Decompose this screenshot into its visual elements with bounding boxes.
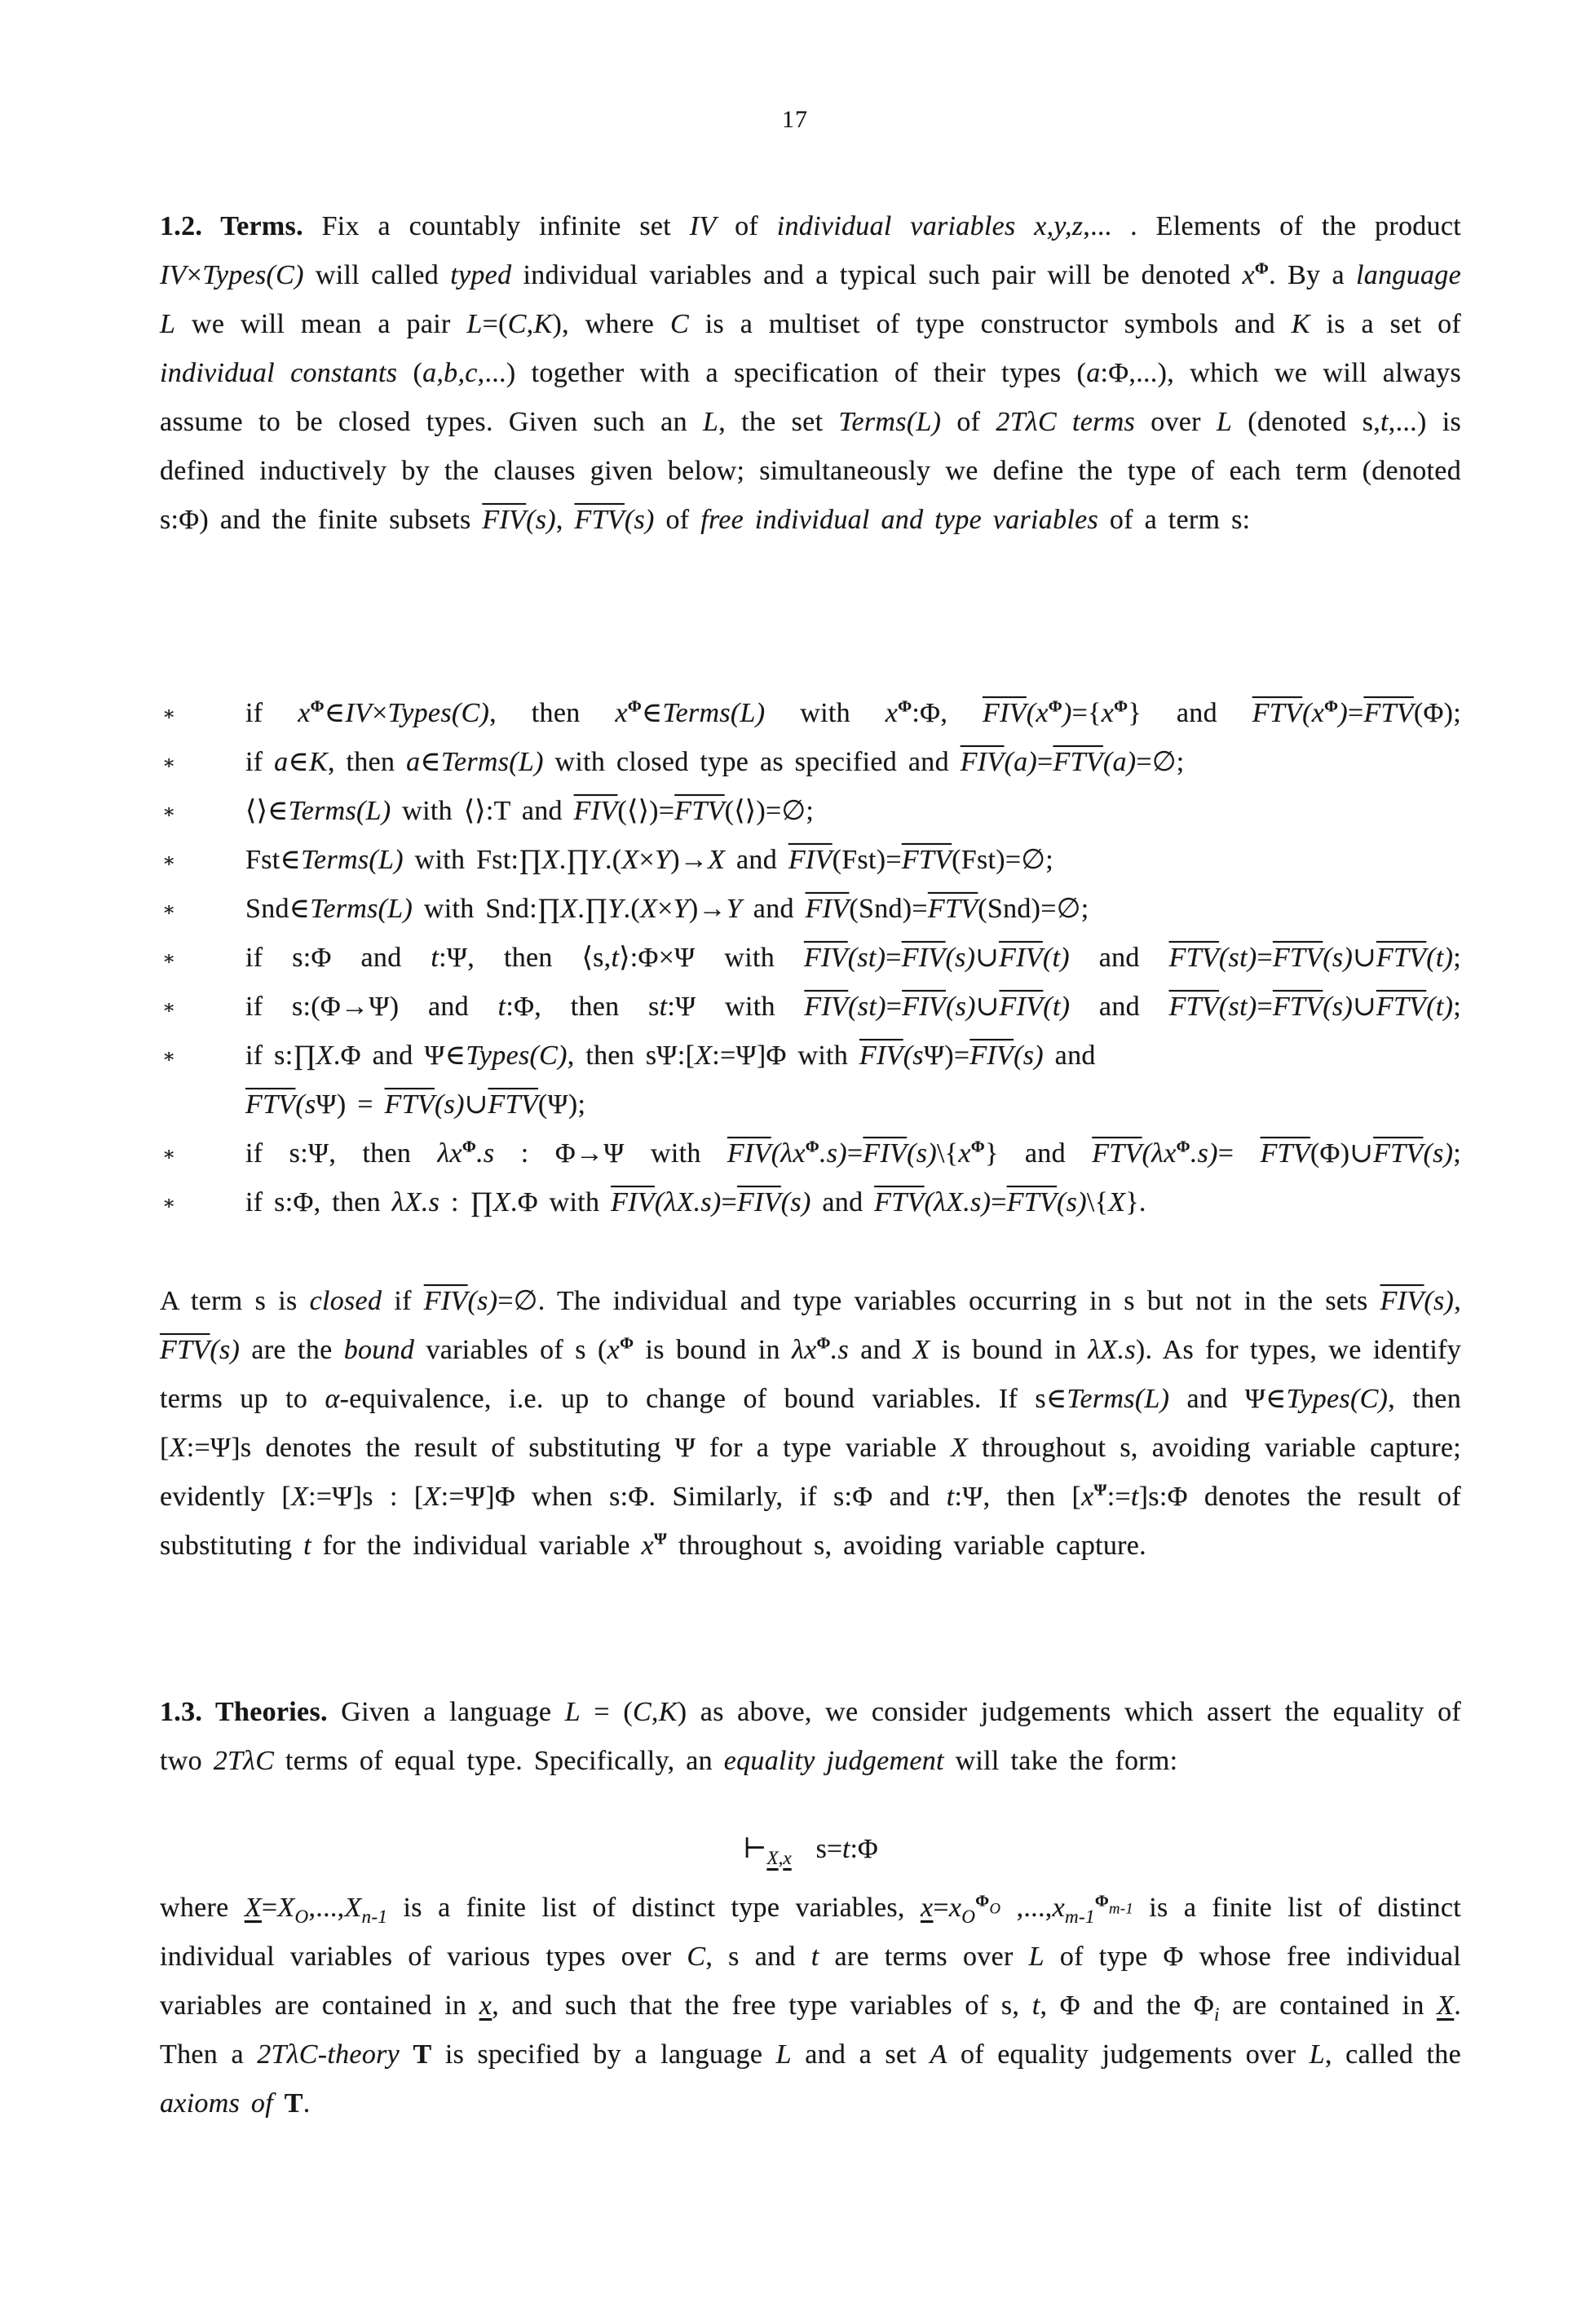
clause-item-10	[160, 1178, 1461, 1227]
bullet-icon: ∗	[162, 1193, 176, 1214]
clause-text: if s:Ψ, then $\lambda x^\Phi.s$ : Φ→Ψ with $\overline{FIV}(\lambda x^\Phi.s)=\overline{FIV}(s)\backslash\{x^\Phi\}$ and $\overline{FTV}(\lambda x^\Phi.s)=$ $\overline{FTV}(\Phi)\cup\overline{FTV}(s)$;	[245, 1138, 1461, 1169]
clause-text: ⟨⟩∈Terms(L) with ⟨⟩:T and $\overline{FIV}(⟨⟩)=\overline{FTV}(⟨⟩)=\emptyset$;	[245, 796, 815, 826]
term-formation-clause-list	[160, 689, 1461, 1227]
clause-text: if a∈K, then a∈Terms(L) with closed type as specified and $\overline{FIV}(a)=\overline{FTV}(a)=\emptyset$;	[245, 747, 1185, 777]
page-number: 17	[782, 106, 808, 133]
bullet-icon: ∗	[162, 851, 176, 872]
clause-text: if $x^\Phi\in IV\times Types(C)$, then $x^\Phi\in Terms(L)$ with $x^\Phi:\Phi$, $\overline{FIV}(x^\Phi)=\{x^\Phi\}$ and $\overline{FTV}(x^\Phi)=\overline{FTV}(\Phi)$;	[245, 697, 1461, 728]
clause-item-3	[160, 787, 1461, 836]
closed-terms-paragraph: A term s is closed if $\overline{FIV}(s)=\emptyset$. The individual and type variables occurring in s but not in the sets $\overline{FIV}(s)$, $\overline{FTV}(s)$ are the bound variables of s ($x^\Phi$ is bound in $\lambda x^\Phi.s$ and X is bound in λX.s). As for types, we identify terms up to α-equivalence, i.e. up to change of bound variables. If s∈Terms(L) and Ψ∈Types(C), then [X:=Ψ]s denotes the result of substituting Ψ for a type variable X throughout s, avoiding variable capture; evidently [X:=Ψ]s : [X:=Ψ]Φ when s:Φ. Similarly, if s:Φ and t:Ψ, then $[x^\Psi:=t]s:\Phi$ denotes the result of substituting t for the individual variable $x^\Psi$ throughout s, avoiding variable capture.	[160, 1286, 1461, 1561]
clause-item-7	[160, 983, 1461, 1032]
bullet-icon: ∗	[162, 997, 176, 1018]
section-1-3-theories-paragraph: 1.3. Theories. Given a language L = (C,K) as above, we consider judgements which assert the equality of two 2TλC terms of equal type. Specifically, an equality judgement will take the form:	[160, 1697, 1461, 1776]
clause-text: if s:Φ, then λX.s : ∏X.Φ with $\overline{FIV}(\lambda X.s)=\overline{FIV}(s)$ and $\overline{FTV}(\lambda X.s)=\overline{FTV}(s)\backslash\{X\}$.	[245, 1187, 1146, 1217]
clause-text: if s:Φ and t:Ψ, then ⟨s,t⟩:Φ×Ψ with $\overline{FIV}(st)=\overline{FIV}(s)\cup\overline{FIV}(t)$ and $\overline{FTV}(st)=\overline{FTV}(s)\cup\overline{FTV}(t)$;	[245, 943, 1461, 973]
clause-text: if s:∏X.Φ and Ψ∈Types(C), then sΨ:[X:=Ψ]Φ with $\overline{FIV}(s\Psi)=\overline{FIV}(s)$ and $\overline{FTV}(s\Psi)$ = $\overline{FTV}(s)\cup\overline{FTV}(\Psi)$;	[245, 1040, 1096, 1120]
theories-definition-paragraph: where $X=X_O,...,X_{n-1}$ is a finite list of distinct type variables, $x=x_O^\Phi O$ $,...,x_{m-1}^\Phi m-1$ is a finite list of distinct individual variables of various types over C, s and t are terms over L of type Φ whose free individual variables are contained in x, and such that the free type variables of s, t, Φ and the $\Phi_i$ are contained in X. Then a 2TλC-theory T is specified by a language L and a set A of equality judgements over L, called the axioms of T.	[160, 1892, 1462, 2119]
clause-text: Snd∈Terms(L) with Snd:∏X.∏Y.(X×Y)→Y and $\overline{FIV}(Snd)=\overline{FTV}(Snd)=\emptyset$;	[245, 894, 1089, 924]
bullet-icon: ∗	[162, 899, 176, 921]
clause-item-2	[160, 738, 1461, 787]
section-1-2-terms-paragraph: 1.2. Terms. Fix a countably infinite set IV of individual variables x,y,z,... . Elements of the product IV×Types(C) will called typed individual variables and a typical such pair will be denoted $x^\Phi$. By a language L we will mean a pair L=(C,K), where C is a multiset of type constructor symbols and K is a set of individual constants (a,b,c,...) together with a specification of their types (a:Φ,...), which we will always assume to be closed types. Given such an L, the set Terms(L) of 2TλC terms over L (denoted s,t,...) is defined inductively by the clauses given below; simultaneously we define the type of each term (denoted s:Φ) and the finite subsets $\overline{FIV}(s)$, $\overline{FTV}(s)$ of free individual and type variables of a term s:	[160, 211, 1461, 535]
bullet-icon: ∗	[162, 802, 176, 823]
clause-item-5	[160, 885, 1461, 934]
clause-item-6	[160, 934, 1461, 983]
equality-judgement-formula: $⊢_{X,x}$ s=t:Φ	[743, 1834, 878, 1870]
bullet-icon: ∗	[162, 948, 176, 970]
bullet-icon: ∗	[162, 704, 176, 725]
clause-text: if s:(Φ→Ψ) and t:Φ, then st:Ψ with $\overline{FIV}(st)=\overline{FIV}(s)\cup\overline{FIV}(t)$ and $\overline{FTV}(st)=\overline{FTV}(s)\cup\overline{FTV}(t)$;	[245, 992, 1461, 1022]
clause-text: Fst∈Terms(L) with Fst:∏X.∏Y.(X×Y)→X and $\overline{FIV}(Fst)=\overline{FTV}(Fst)=\emptyset$;	[245, 845, 1054, 875]
clause-item-1	[160, 689, 1461, 738]
clause-item-8	[160, 1032, 1461, 1129]
bullet-icon: ∗	[162, 1144, 176, 1165]
bullet-icon: ∗	[162, 753, 176, 774]
clause-item-9	[160, 1129, 1461, 1178]
clause-item-4	[160, 836, 1461, 885]
bullet-icon: ∗	[162, 1046, 176, 1067]
